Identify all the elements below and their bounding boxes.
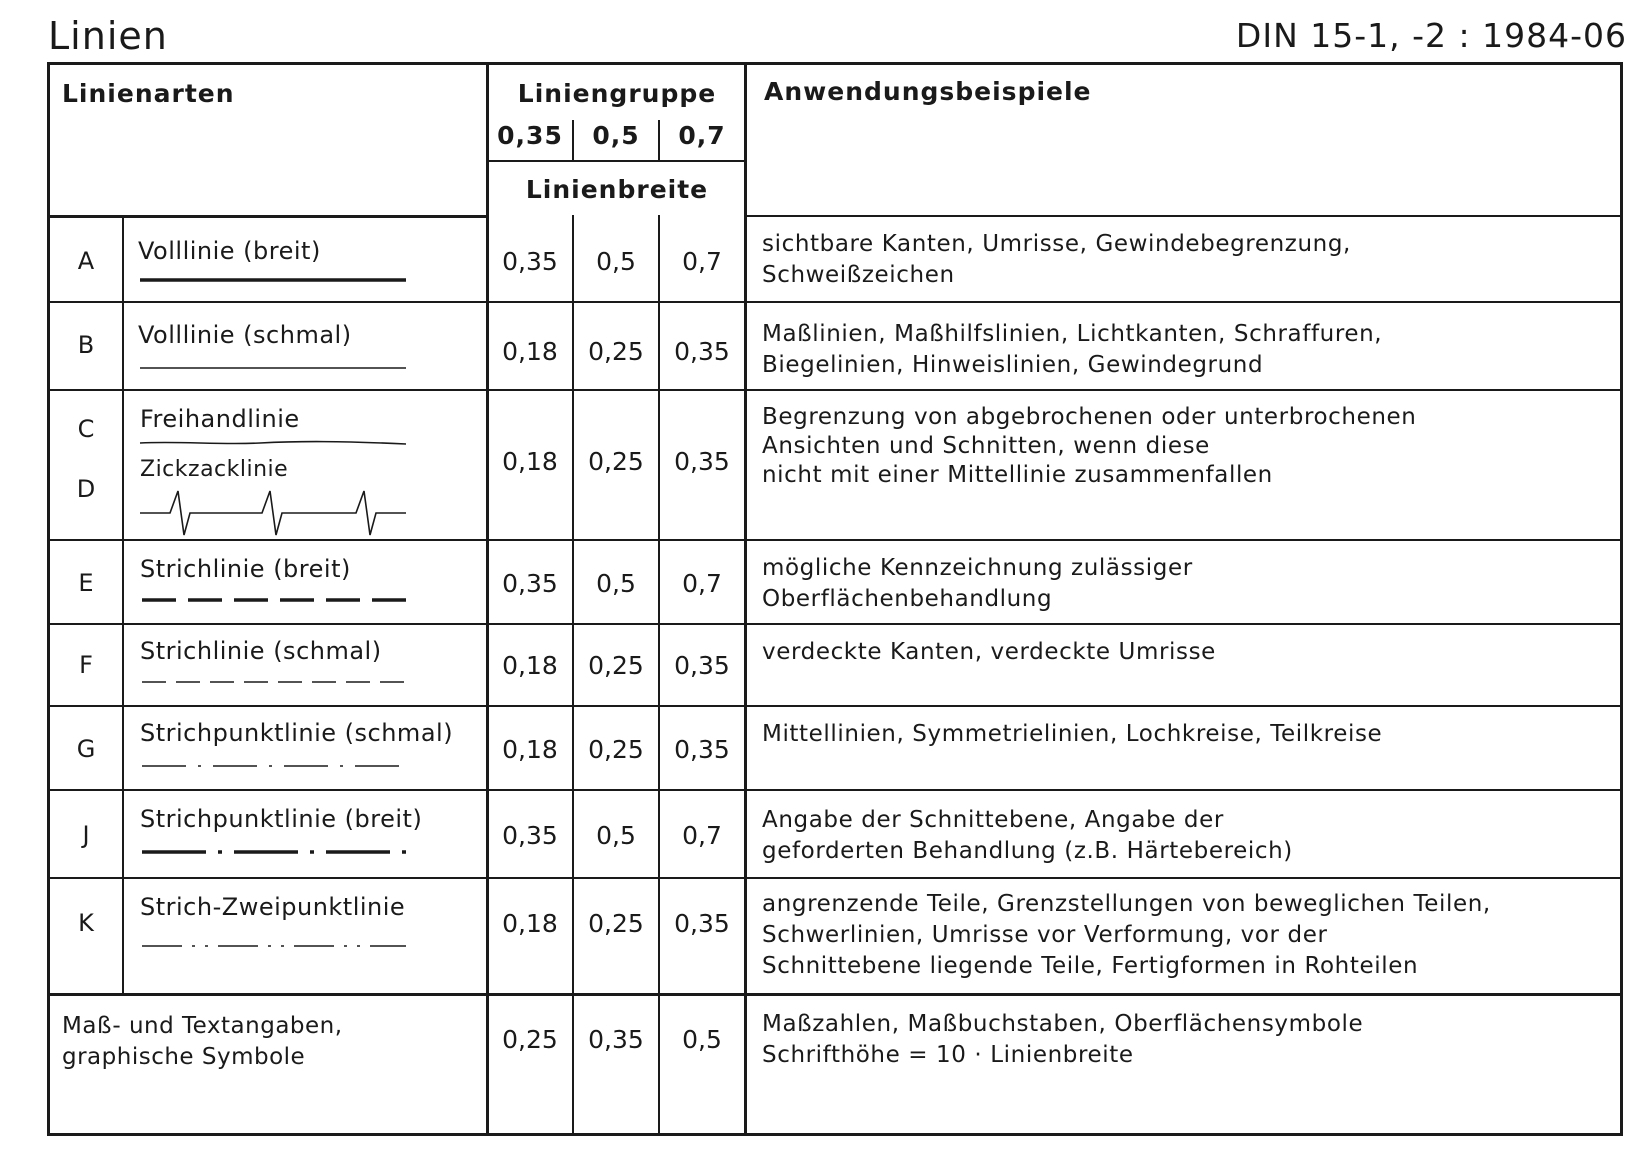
line-width-value: 0,5	[596, 821, 636, 850]
row-divider	[50, 705, 1620, 707]
norm-reference: DIN 15-1, -2 : 1984-06	[1235, 16, 1627, 55]
header-examples: Anwendungsbeispiele	[764, 77, 1092, 106]
row-letter: J	[82, 821, 90, 849]
line-width-value: 0,35	[674, 909, 730, 938]
application-text: Begrenzung von abgebrochenen oder unterbrochenen Ansichten und Schnitten, wenn diese nicht mit einer Mittellinie zusammenfallen	[762, 404, 1417, 488]
line-width-value: 0,35	[502, 821, 558, 850]
application-text: Maßlinien, Maßhilfslinien, Lichtkanten, Schraffuren, Biegelinien, Hinweislinien, Gewindegrund	[762, 321, 1383, 378]
line-width-value: 0,18	[502, 651, 558, 680]
group-value: 0,5	[592, 121, 640, 150]
row-letter: A	[77, 247, 95, 275]
line-type-label: Strichlinie (schmal)	[140, 637, 382, 665]
header-divider-left	[50, 215, 488, 218]
line-width-value: 0,35	[674, 337, 730, 366]
line-types-table	[47, 62, 1623, 1136]
line-width-value: 0,25	[588, 447, 644, 476]
footer-label: Maß- und Textangaben, graphische Symbole	[62, 1013, 343, 1070]
application-text: verdeckte Kanten, verdeckte Umrisse	[762, 639, 1216, 665]
line-width-value: 0,25	[588, 909, 644, 938]
line-type-label: Volllinie (breit)	[138, 237, 321, 265]
application-text: mögliche Kennzeichnung zulässiger Oberflächenbehandlung	[762, 555, 1193, 612]
line-type-label: Strichlinie (breit)	[140, 555, 351, 583]
page-title: Linien	[48, 14, 168, 58]
line-width-value: 0,35	[674, 651, 730, 680]
line-width-value: 0,7	[682, 821, 722, 850]
line-type-label: Strichpunktlinie (schmal)	[140, 719, 454, 747]
line-sample-freehand	[140, 437, 410, 449]
line-sample-solid-narrow	[140, 363, 410, 373]
column-divider	[486, 65, 489, 1135]
row-letter: K	[78, 909, 94, 937]
line-type-label: Strich-Zweipunktlinie	[140, 893, 406, 921]
line-width-value: 0,7	[682, 247, 722, 276]
line-width-value: 0,25	[588, 337, 644, 366]
row-letter: E	[78, 569, 94, 597]
line-width-value: 0,18	[502, 735, 558, 764]
row-divider	[50, 301, 1620, 303]
line-width-value: 0,35	[674, 447, 730, 476]
line-sample-dash-dot-wide	[140, 847, 410, 857]
application-text: Maßzahlen, Maßbuchstaben, Oberflächensymbole Schrifthöhe = 10 · Linienbreite	[762, 1011, 1364, 1068]
application-text: Angabe der Schnittebene, Angabe der geforderten Behandlung (z.B. Härtebereich)	[762, 807, 1293, 864]
line-sample-dash-dot-narrow	[140, 761, 410, 771]
line-width-value: 0,25	[588, 735, 644, 764]
application-text: Mittellinien, Symmetrielinien, Lochkreise, Teilkreise	[762, 721, 1383, 747]
line-width-value: 0,35	[502, 569, 558, 598]
line-width-value: 0,5	[596, 247, 636, 276]
line-sample-dashed-narrow	[140, 677, 410, 687]
header-line-group: Liniengruppe	[517, 79, 717, 108]
group-value: 0,7	[678, 121, 726, 150]
line-type-label: Freihandlinie	[140, 405, 300, 433]
line-width-value: 0,35	[674, 735, 730, 764]
application-text: sichtbare Kanten, Umrisse, Gewindebegrenzung, Schweißzeichen	[762, 231, 1351, 288]
header-line-types: Linienarten	[62, 79, 235, 108]
line-sample-dashed-wide	[140, 595, 410, 605]
group-header-divider	[488, 160, 746, 162]
letter-column-divider	[122, 215, 124, 993]
footer-divider	[50, 993, 1620, 996]
line-sample-zigzag	[140, 487, 410, 537]
line-width-value: 0,7	[682, 569, 722, 598]
text-width-value: 0,25	[502, 1025, 558, 1054]
line-width-value: 0,18	[502, 337, 558, 366]
line-sample-dash-double-dot	[140, 941, 410, 951]
header-line-width: Linienbreite	[525, 175, 709, 204]
line-width-value: 0,18	[502, 909, 558, 938]
line-type-label: Volllinie (schmal)	[138, 321, 352, 349]
column-divider	[744, 65, 747, 1135]
row-divider	[50, 877, 1620, 879]
text-width-value: 0,35	[588, 1025, 644, 1054]
line-width-value: 0,5	[596, 569, 636, 598]
row-divider	[50, 623, 1620, 625]
row-letter: D	[76, 475, 96, 503]
row-letter: G	[76, 735, 96, 763]
application-text: angrenzende Teile, Grenzstellungen von beweglichen Teilen, Schwerlinien, Umrisse vor Verformung, vor der Schnittebene liegende Teile, Fertigformen in Rohteilen	[762, 891, 1491, 979]
row-divider	[50, 789, 1620, 791]
row-letter: F	[79, 651, 93, 679]
group-value: 0,35	[497, 121, 563, 150]
row-letter: B	[77, 331, 95, 359]
line-width-value: 0,35	[502, 247, 558, 276]
row-divider	[50, 539, 1620, 541]
line-sample-solid-wide	[140, 275, 410, 285]
line-type-label: Zickzacklinie	[140, 457, 289, 482]
row-letter: C	[77, 415, 95, 443]
line-width-value: 0,25	[588, 651, 644, 680]
line-width-value: 0,18	[502, 447, 558, 476]
header-divider-right	[746, 215, 1620, 217]
text-width-value: 0,5	[682, 1025, 722, 1054]
line-type-label: Strichpunktlinie (breit)	[140, 805, 423, 833]
row-divider	[50, 389, 1620, 391]
